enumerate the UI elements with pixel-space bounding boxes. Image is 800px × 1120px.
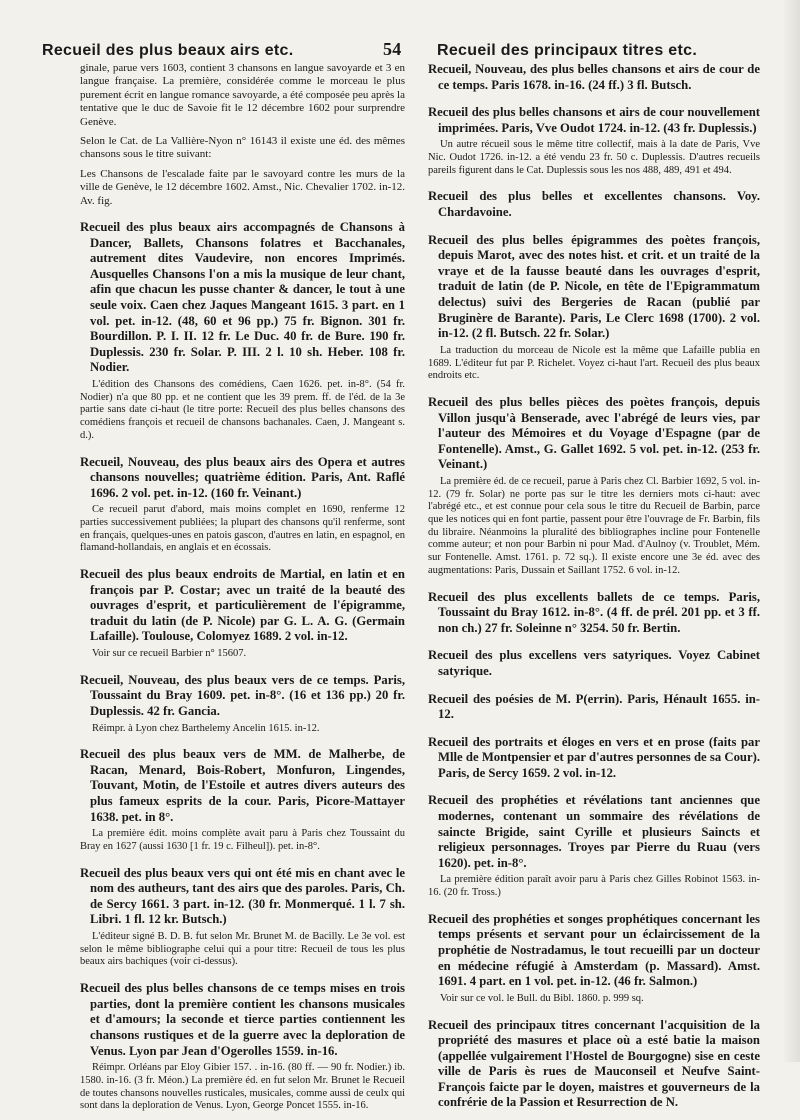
text-paragraph: ginale, parue vers 1603, contient 3 chansons en langue savoyarde et 3 en langue française. La première, considérée comme le morceau le plus purement écrit en langue romance savoyarde, a été composée peu après la tentative que le duc de Savoie fit le 12 décembre 1602 pour surprendre Genève. [80,62,405,128]
bibliography-entry: Recueil des plus beaux airs accompagnés de Chansons à Dancer, Ballets, Chansons folatres et Bacchanales, autrement dites Vaudevire, non encores Imprimés. Ausquelles Chansons l'on a mis la musique de leur chant, afin que chacun les pusse chanter & dancer, le tout à une seule voix. Caen chez Jaques Mangeant 1615. 3 part. en 1 vol. pet. in-12. (48, 60 et 96 pp.) 75 fr. Bignon. 301 fr. Bourdillon. P. I. II. 12 fr. Le Duc. 40 fr. de Bure. 190 fr. Duplessis. 230 fr. Solar. P. III. 2 l. 10 sh. Heber. 108 fr. Nodier. [80,220,405,375]
page-edge-shadow [782,0,800,1062]
page-number: 54 [383,39,402,59]
entry-note: Un autre récueil sous le même titre collectif, mais à la date de Paris, Vve Nic. Oudot 1726. in-12. a été vendu 23 fr. 50 c. Duplessis. D'autres recueils pareils figurent dans le Cat. Duplessis sous les nos 488, 489, 491 et 494. [428,139,760,176]
right-column [428,62,760,1114]
bibliography-entry: Recueil des plus belles pièces des poètes françois, depuis Villon jusqu'à Benserade, avec l'abrégé de leurs vies, par l'auteur des Mémoires et du Voyage d'Espagne (par de Fontenelle). Amst., G. Gallet 1692. 5 vol. pet. in-12. (253 fr. Veinant.) [428,394,760,472]
running-header-right: Recueil des principaux titres etc. [437,42,698,59]
bibliography-entry: Recueil des plus beaux vers qui ont été mis en chant avec le nom des autheurs, tant des airs que des paroles. Paris, Ch. de Sercy 1661. 3 part. in-12. (30 fr. Monmerqué. 1 l. 7 sh. Libri. 1 fl. 12 kr. Butsch.) [80,865,405,927]
bibliography-entry: Recueil des principaux titres concernant l'acquisition de la propriété des masures et place où a esté batie la maison (appellée vulgairement l'Hostel de Bourgogne) sise en ceste ville de Paris ès rues de Mauconseil et Neufve Saint-François faicte par le doyen, maistres et gouverneurs de la confrérie de la Passion et Resurrection de N. [428,1017,760,1110]
entry-note: L'éditeur signé B. D. B. fut selon Mr. Brunet M. de Bacilly. Le 3e vol. est selon le même bibliographe celui qui a pour titre: Recueil de tous les plus beaux airs bachiques (voir ci-dessus). [80,931,405,968]
entry-note: La traduction du morceau de Nicole est la même que Lafaille publia en 1689. L'éditeur fut par P. Richelet. Voyez ci-haut l'art. Recueil des plus beaux endroits etc. [428,344,760,382]
bibliography-entry: Recueil des plus excellents ballets de ce temps. Paris, Toussaint du Bray 1612. in-8°. (4 ff. de prél. 201 pp. et 3 ff. non ch.) 27 fr. Soleinne n° 3254. 50 fr. Bertin. [428,589,760,635]
running-header-left: Recueil des plus beaux airs etc. [42,42,294,59]
entry-note: Réimpr. à Lyon chez Barthelemy Ancelin 1615. in-12. [92,722,320,734]
bibliography-entry: Recueil des plus belles et excellentes chansons. Voy. Chardavoine. [428,189,760,220]
bibliography-entry: Recueil des plus belles chansons de ce temps mises en trois parties, dont la première contient les chansons musicales et d'amours; la seconde et tierce parties contiennent les chansons rustiques et de la guerre avec la deploration de Venus. Lyon par Jean d'Ogerolles 1559. in-16. [80,981,405,1058]
bibliography-entry: Recueil des plus beaux endroits de Martial, en latin et en françois par P. Costar; avec un traité de la beauté des ouvrages d'esprit, et particulièrement de l'épigramme, traduit du latin (de P. Nicole) par G. L. A. G. (Germain Lafaille). Toulouse, Colomyez 1689. 2 vol. in-12. [80,567,405,644]
bibliography-entry: Recueil des portraits et éloges en vers et en prose (faits par Mlle de Montpensier et par d'autres personnes de sa Cour). Paris, de Sercy 1659. 2 vol. in-12. [428,734,760,780]
bibliography-entry: Recueil des prophéties et révélations tant anciennes que modernes, contenant un sommaire des révélations de saincte Brigide, saint Cyrille et plusieurs Saincts et religieux personnages. Troyes par Pierre du Ruau (vers 1620). pet. in-8°. [428,793,760,870]
entry-note: La première édition paraît avoir paru à Paris chez Gilles Robinot 1563. in-16. (20 fr. Tross.) [428,874,760,899]
bibliography-entry: Recueil des poésies de M. P(errin). Paris, Hénault 1655. in-12. [428,691,760,722]
entry-note: Voir sur ce vol. le Bull. du Bibl. 1860. p. 999 sq. [440,992,644,1004]
entry-note: L'édition des Chansons des comédiens, Caen 1626. pet. in-8°. (54 fr. Nodier) n'a que 80 pp. et ne contient que les 39 prem. ff. de l'éd. de la 3e partie sans date ci-haut (le titre porte: Recueil des plus belles chansons des comédiens françois et recueil de chansons bachanales. Caen, J. Mangeant s. d.). [80,379,405,441]
text-paragraph: Selon le Cat. de La Vallière-Nyon n° 16143 il existe une éd. des mêmes chansons sous le titre suivant: [80,135,405,161]
bibliography-entry: Recueil, Nouveau, des plus belles chansons et airs de cour de ce temps. Paris 1678. in-16. (24 ff.) 3 fl. Butsch. [428,62,760,92]
bibliography-entry: Recueil des plus beaux vers de MM. de Malherbe, de Racan, Menard, Bois-Robert, Monfuron, Lingendes, Touvant, Motin, de l'Estoile et autres divers auteurs des plus fameux esprits de la cour. Paris, Picore-Mattayer 1638. pet. in 8°. [80,747,405,824]
entry-note: La première édit. moins complète avait paru à Paris chez Toussaint du Bray en 1627 (aussi 1630 [1 fr. 19 c. Filheul]). pet. in-8°. [80,828,405,852]
left-column [80,62,405,1120]
bibliography-entry: Recueil des prophéties et songes prophétiques concernant les temps présents et servant pour un éclaircissement de la prophétie de Nostradamus, le tout recueilli par un docteur en médecine réfugié à Amsterdam (p. Massard). Amst. 1691. 4 part. en 1 vol. pet. in-12. (46 fr. Salmon.) [428,911,760,989]
bibliography-entry: Recueil, Nouveau, des plus beaux vers de ce temps. Paris, Toussaint du Bray 1609. pet. in-8°. (16 et 136 pp.) 20 fr. Duplessis. 42 fr. Gancia. [80,672,405,718]
bibliography-entry: Recueil des plus excellens vers satyriques. Voyez Cabinet satyrique. [428,648,760,678]
bibliography-entry: Recueil des plus belles épigrammes des poètes françois, depuis Marot, avec des notes hist. et crit. et un traité de la vraye et de la fausse beauté dans les ouvrages d'esprit, traduit de latin (de P. Nicole, en tête de l'Epigrammatum delectus) suivi des Bergeries de Racan (publié par Bruginère de Barante). Paris, Le Clerc 1698 (1700). 2 vol. in-12. (2 fl. Butsch. 22 fr. Solar.) [428,232,760,341]
bibliography-entry: Recueil, Nouveau, des plus beaux airs des Opera et autres chansons nouvelles; quatrième édition. Paris, Ant. Raflé 1696. 2 vol. pet. in-12. (160 fr. Veinant.) [80,454,405,500]
entry-note: Réimpr. Orléans par Eloy Gibier 157. . in-16. (80 ff. — 90 fr. Nodier.) ib. 1580. in-16. (3 fr. Méon.) La première éd. en fut selon Mr. Brunet le Recueil de toutes chansons nouvelles rusticales, musicales, comme aussi de ceulx qui sont dans la deploration de Venus. Lyon, George Poncet 1555. in-16. [80,1062,405,1112]
text-paragraph: Les Chansons de l'escalade faite par le savoyard contre les murs de la ville de Genève, le 12 décembre 1602. Amst., Nic. Chevalier 1702. in-12. Av. fig. [80,167,405,207]
entry-note: Voir sur ce recueil Barbier n° 15607. [92,648,247,660]
entry-note: La première éd. de ce recueil, parue à Paris chez Cl. Barbier 1692, 5 vol. in-12. (79 fr. Solar) ne porte pas sur le titre les derniers mots ci-haut: avec l'abrégé etc., et est connue pour cela sous le titre du Recueil de Barbin, parce que les notices qui en font partie, passent pour être l'ouvrage de Fr. Barbin, fils du libraire. Néanmoins la pluralité des bibliographes incline pour Fontenelle comme auteur; et non pour Barbin ni pour Mad. d'Aulnoy (v. Troublet, Mém. sur Fontenelle. Amst. 1761. p. 72 sq.). Il existe encore une 3e éd. avec des augmentations: Paris, Dussain et Saillant 1752. 6 vol. in-12. [428,475,760,576]
bibliography-entry: Recueil des plus belles chansons et airs de cour nouvellement imprimées. Paris, Vve Oudot 1724. in-12. (43 fr. Duplessis.) [428,105,760,135]
entry-note: Ce recueil parut d'abord, mais moins complet en 1690, renferme 12 parties successivement publiées; la plupart des chansons qu'il renferme, sont en français, quelques-unes en patois gascon, d'autres en latin, en espagnol, en flamand-hollandais, en anglais et en écossais. [80,504,405,554]
